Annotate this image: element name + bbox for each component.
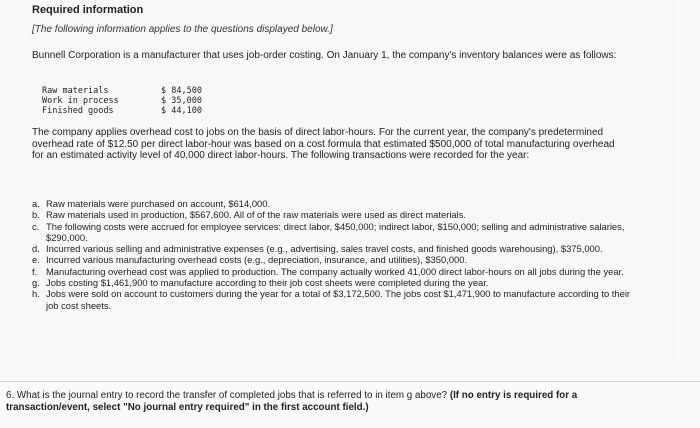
section-note: [The following information applies to the questions displayed below.] bbox=[32, 24, 333, 35]
question-panel bbox=[0, 381, 700, 428]
transaction-item bbox=[32, 288, 632, 311]
overhead-paragraph: The company applies overhead cost to jobs on the basis of direct labor-hours. For the current year, the company's predetermined overhead rate of $12.50 per direct labor-hour was based on a cost formula that estimated $500,000 of total manufacturing overhead for an estimated activity level of 40,000 direct labor-hours. The following transactions were recorded for the year: bbox=[32, 127, 615, 161]
transaction-letter: h. bbox=[32, 288, 40, 300]
inventory-balances bbox=[42, 86, 202, 116]
intro-paragraph: Bunnell Corporation is a manufacturer that uses job-order costing. On January 1, the company's inventory balances were as follows: bbox=[32, 50, 617, 61]
transaction-item bbox=[32, 209, 632, 220]
transaction-letter: a. bbox=[32, 198, 40, 209]
transaction-text: Raw materials were purchased on account, $614,000. bbox=[46, 198, 271, 209]
inventory-label: Finished goods bbox=[42, 106, 114, 116]
inventory-value: $ 44,100 bbox=[161, 106, 202, 116]
transaction-item bbox=[32, 243, 632, 254]
transaction-list bbox=[32, 198, 632, 311]
inventory-label: Work in process bbox=[42, 96, 119, 106]
question-text-block bbox=[6, 390, 646, 414]
transaction-text: Incurred various manufacturing overhead costs (e.g., depreciation, insurance, and utilities), $350,000. bbox=[46, 254, 468, 266]
transaction-text: The following costs were accrued for employee services: direct labor, $450,000; indirect labor, $150,000; selling and administrative salaries, $290,000. bbox=[46, 220, 625, 243]
transaction-letter: d. bbox=[32, 243, 40, 255]
transaction-letter: f. bbox=[32, 265, 38, 277]
transaction-letter: c. bbox=[32, 220, 40, 232]
transaction-text: Manufacturing overhead cost was applied to production. The company actually worked 41,000 direct labor-hours on all jobs during the year. bbox=[46, 265, 624, 277]
inventory-value: $ 84,500 bbox=[161, 86, 202, 96]
inventory-value: $ 35,000 bbox=[161, 96, 202, 106]
transaction-letter: g. bbox=[32, 277, 40, 289]
inventory-row bbox=[42, 96, 202, 106]
transaction-item bbox=[32, 266, 632, 277]
transaction-item bbox=[32, 221, 632, 244]
transaction-text: Incurred various selling and administrative expenses (e.g., advertising, sales travel costs, and finished goods warehousing), $375,000. bbox=[46, 243, 603, 255]
transaction-text: Jobs were sold on account to customers during the year for a total of $3,172,500. The jobs cost $1,471,900 to manufacture according to their job cost sheets. bbox=[46, 288, 631, 311]
transaction-item bbox=[32, 277, 632, 288]
section-title: Required information bbox=[32, 4, 144, 16]
inventory-row bbox=[42, 86, 202, 96]
transaction-item bbox=[32, 198, 632, 209]
transaction-text: Jobs costing $1,461,900 to manufacture according to their job cost sheets were completed during the year. bbox=[46, 277, 489, 289]
inventory-row bbox=[42, 106, 202, 116]
inventory-label: Raw materials bbox=[42, 86, 109, 96]
transaction-text: Raw materials used in production, $567,600. All of of the raw materials were used as direct materials. bbox=[46, 209, 466, 221]
transaction-letter: e. bbox=[32, 254, 40, 266]
question-instruction: (If no entry is required for a transaction/event, select "No journal entry required" in the first account field.) bbox=[6, 390, 578, 413]
question-text: 6. What is the journal entry to record the transfer of completed jobs that is referred to in item g above? bbox=[6, 390, 448, 401]
transaction-item bbox=[32, 254, 632, 265]
transaction-letter: b. bbox=[32, 209, 40, 221]
